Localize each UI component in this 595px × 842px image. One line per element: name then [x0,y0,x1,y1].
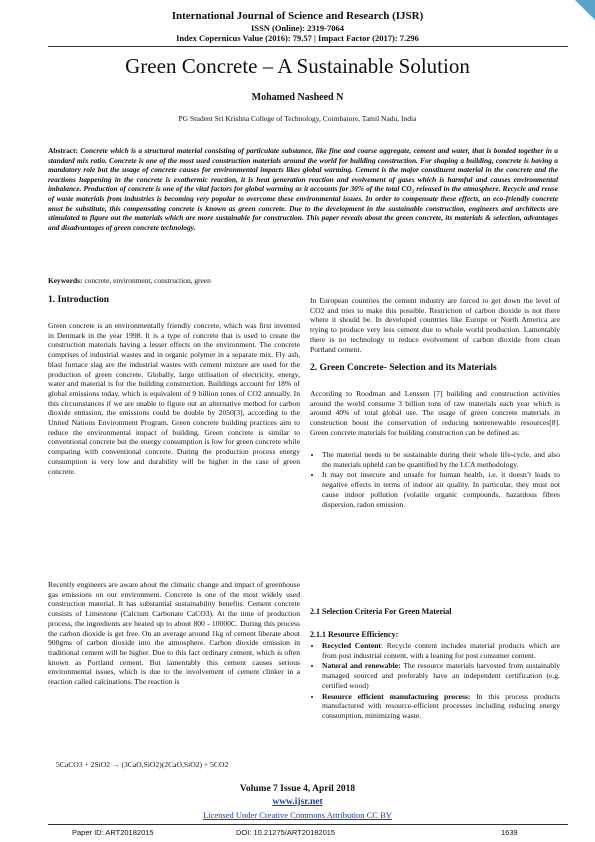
doi: DOI: 10.21275/ART20182015 [236,828,336,837]
index-impact: Index Copernicus Value (2016): 79.57 | Impact Factor (2017): 7.296 [176,33,419,43]
criteria-text: The resource materials harvested from sustainably managed sourced and preferably have an independent certification (e.g. certified wood) [322,661,560,690]
calcination-equation: 5CaCO3 + 2SiO2 → (3CaO,SiO2)(2CaO,SiO2) + 5CO2 [56,760,229,769]
keywords-text: concrete, environment, construction, green [84,276,211,285]
volume-issue: Volume 7 Issue 4, April 2018 [239,784,356,794]
right-paragraph-0: In European countries the cement industry are forced to get down the level of CO2 and tries to make this possible. Restriction of carbon dioxide is not there where it should be. In developed countries like Europe or North America are trying to produce very less cement due to whole world production. Lamentably there is no technology to reduce evolvement of carbon dioxide from clean Portland cement. [310,296,560,354]
list-item [322,692,560,721]
intro-paragraph-2: Recently engineers are aware about the climatic change and impact of greenhouse gas emissions on our environment. Concrete is one of the most widely used construction material. It has substantial sustainability benefits. Cement concrete consists of Limestone (Calcium Carbonate CaCO3). At the time of production process, the ingredients are heated up to about 800 - 10000C. During this process the carbon dioxide is get free. On an average around 1kg of cement liberate about 900gms of carbon dioxide into the atmosphere. Carbon dioxide emission in traditional cement will be higher. Due to this fact ordinary cement, which is often known as Portland cement. But lamentably this cement causes serious environmental issues, which is due to the involvement of cement clinker in a reaction called calcinations. The reaction is [48,580,300,687]
list-item: • It may not insecure and unsafe for human health, i.e. it doesn’t leads to negative effects in terms of indoor air quality. In particular, they must not cause indoor pollution (volatile organic compounds, hazardous fibres dispersion, radon emission. [322,470,560,509]
corner-decoration-icon [575,0,595,20]
author-affiliation: PG Student Sri Krishna College of Technology, Coimbatore, Tamil Nadu, India [178,114,417,123]
paper-title: Green Concrete – A Sustainable Solution [125,54,470,78]
criteria-term: Recycled Content [322,641,381,650]
page-number: 1639 [501,828,518,837]
keywords-label: Keywords: [48,276,83,285]
intro-paragraph-1: Green concrete is an environmentally friendly concrete, which was first invented in Denmark in the year 1998. It is a type of concrete that is used to create the construction materials having a lesser effects on the environment. The concrete comprises of industrial wastes and in organic polymer in a separate mix. Fly ash, blast furnace slag are the industrial wastes with cement mixture are used for the production of green concrete. Globally, large utilisation of electricity, energy, water and material is for the building construction. Buildings account for 18% of global emissions today, which is equivalent of 9 billion tones of CO2 annually. In this circumstances if we are unable to figure out an alternative method for carbon dioxide emission, the emissions could be double by 2050[3], according to the United Nations Environment Program. Green concrete building practices aim to reduce the environmental impact of building. Green concrete is similar to conventional concrete but the energy consumption is low for green concrete while comparing with conventional concrete. During the production process energy consumption is very low and durability will be higher in the case of green concrete. [48,321,300,476]
subsection-2-1-1-heading: 2.1.1 Resource Efficiency: [310,630,399,639]
journal-name: International Journal of Science and Research (IJSR) [171,10,424,22]
resource-efficiency-list [310,641,560,722]
abstract-text: Concrete which is a structural material consisting of particulate substance, like fine and coarse aggregate, cement and water, that is bonded together in a standard mix ratio. Concrete is one of the most used construction materials around the world for building construction. For shaping a building, concrete is having a mandatory role but the usage of concrete causes for environmental impacts likes global warming. Cement is the major constituent material in the concrete and the reactions happening in the concrete is exothermic reaction, it is heat generation reaction and evolvement of gases which is harmful and causes environmental imbalance. Production of concrete is one of the vital factors for global warming as it accounts for 30% of the total CO₂ released in the atmosphere. Recycle and reuse of waste materials from industries is becoming very popular to overcome these environmental issues. In order to compensate these effects, an eco-friendly concrete must be substitute, this compensating concrete is known as green concrete. Due to the development in the sustainable construction, engineers and architects are stimulated to figure out the materials which are more sustainable for construction. This paper reveals about the green concrete, its materials & selection, advantages and disadvantages of green concrete technology. [48,146,558,232]
section-2-paragraph: According to Roodman and Lenssen [7] building and construction activities around the world consume 3 billion tons of raw materials each year which is around 40% of total global use. The usage of green concrete materials in construction boost the conservation of reducing nonrenewable resources[8]. Green concrete materials for building construction can be defined as: [310,389,560,437]
lca-criteria-list [310,450,560,510]
abstract [48,146,558,232]
paper-id: Paper ID: ART20182015 [72,828,154,837]
keywords [48,276,558,285]
list-item [322,661,560,690]
footer-rule [48,824,568,825]
section-2-heading: 2. Green Concrete- Selection and its Materials [310,363,497,373]
criteria-term: Natural and renewable: [322,661,401,671]
abstract-label: Abstract: [48,146,78,155]
header-rule [48,46,568,47]
journal-website-link[interactable]: www.ijsr.net [272,797,323,807]
list-item: • The material needs to be sustainable during their whole life-cycle, and also the materials upheld can be quantified by the LCA methodology. [322,450,560,469]
license-link[interactable]: Licensed Under Creative Commons Attribution CC BY [203,810,392,820]
subsection-2-1-heading: 2.1 Selection Criteria For Green Material [310,607,452,616]
section-introduction-heading: 1. Introduction [48,295,110,305]
criteria-term: Resource efficient manufacturing process: [322,691,471,701]
criteria-text: In this process products manufactured with resource-efficient processes including reducing energy consumption, minimizing waste. [322,691,560,720]
criteria-text: : Recycle content includes material products which are from post industrial content, with a leaning for post consumer content. [322,641,560,660]
issn: ISSN (Online): 2319-7064 [250,23,345,33]
author-name: Mohamed Nasheed N [251,92,344,103]
list-item [322,641,560,660]
